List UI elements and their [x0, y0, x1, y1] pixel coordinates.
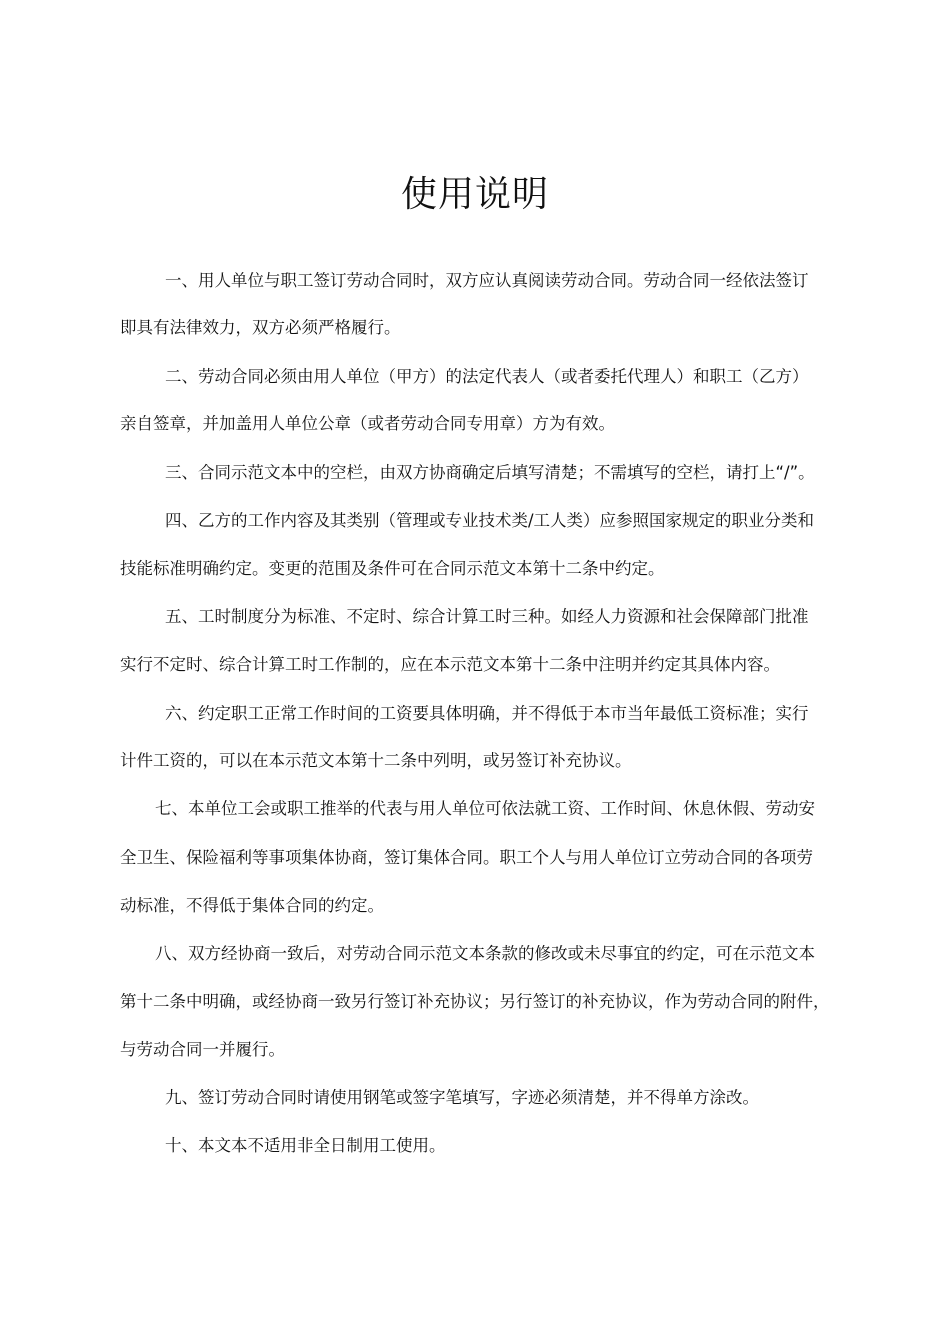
item-6-line-2: 计件工资的，可以在本示范文本第十二条中列明，或另签订补充协议。	[120, 751, 632, 770]
item-1-line-1: 一、用人单位与职工签订劳动合同时，双方应认真阅读劳动合同。劳动合同一经依法签订	[165, 271, 809, 290]
item-4-line-1: 四、乙方的工作内容及其类别（管理或专业技术类/工人类）应参照国家规定的职业分类和	[165, 511, 815, 530]
item-3-line-1: 三、合同示范文本中的空栏，由双方协商确定后填写清楚；不需填写的空栏，请打上“/”。	[165, 463, 815, 482]
item-8-line-3: 与劳动合同一并履行。	[120, 1040, 285, 1059]
item-7-line-1: 七、本单位工会或职工推举的代表与用人单位可依法就工资、工作时间、休息休假、劳动安	[155, 799, 815, 818]
item-6-line-1: 六、约定职工正常工作时间的工资要具体明确，并不得低于本市当年最低工资标准；实行	[165, 704, 809, 723]
item-7-line-2: 全卫生、保险福利等事项集体协商，签订集体合同。职工个人与用人单位订立劳动合同的各项劳	[120, 848, 813, 867]
item-5-line-2: 实行不定时、综合计算工时工作制的，应在本示范文本第十二条中注明并约定其具体内容。	[120, 655, 780, 674]
page-title: 使用说明	[400, 174, 549, 215]
item-2-line-2: 亲自签章，并加盖用人单位公章（或者劳动合同专用章）方为有效。	[120, 414, 615, 433]
item-9-line-1: 九、签订劳动合同时请使用钢笔或签字笔填写，字迹必须清楚，并不得单方涂改。	[165, 1088, 759, 1107]
item-8-line-1: 八、双方经协商一致后，对劳动合同示范文本条款的修改或未尽事宜的约定，可在示范文本	[155, 944, 815, 963]
item-8-line-2: 第十二条中明确，或经协商一致另行签订补充协议；另行签订的补充协议，作为劳动合同的附件，	[120, 992, 830, 1011]
item-2-line-1: 二、劳动合同必须由用人单位（甲方）的法定代表人（或者委托代理人）和职工（乙方）	[165, 367, 809, 386]
item-5-line-1: 五、工时制度分为标准、不定时、综合计算工时三种。如经人力资源和社会保障部门批准	[165, 607, 809, 626]
item-7-line-3: 动标准，不得低于集体合同的约定。	[120, 896, 384, 915]
item-10-line-1: 十、本文本不适用非全日制用工使用。	[165, 1136, 446, 1155]
item-1-line-2: 即具有法律效力，双方必须严格履行。	[120, 318, 401, 337]
item-4-line-2: 技能标准明确约定。变更的范围及条件可在合同示范文本第十二条中约定。	[120, 559, 665, 578]
